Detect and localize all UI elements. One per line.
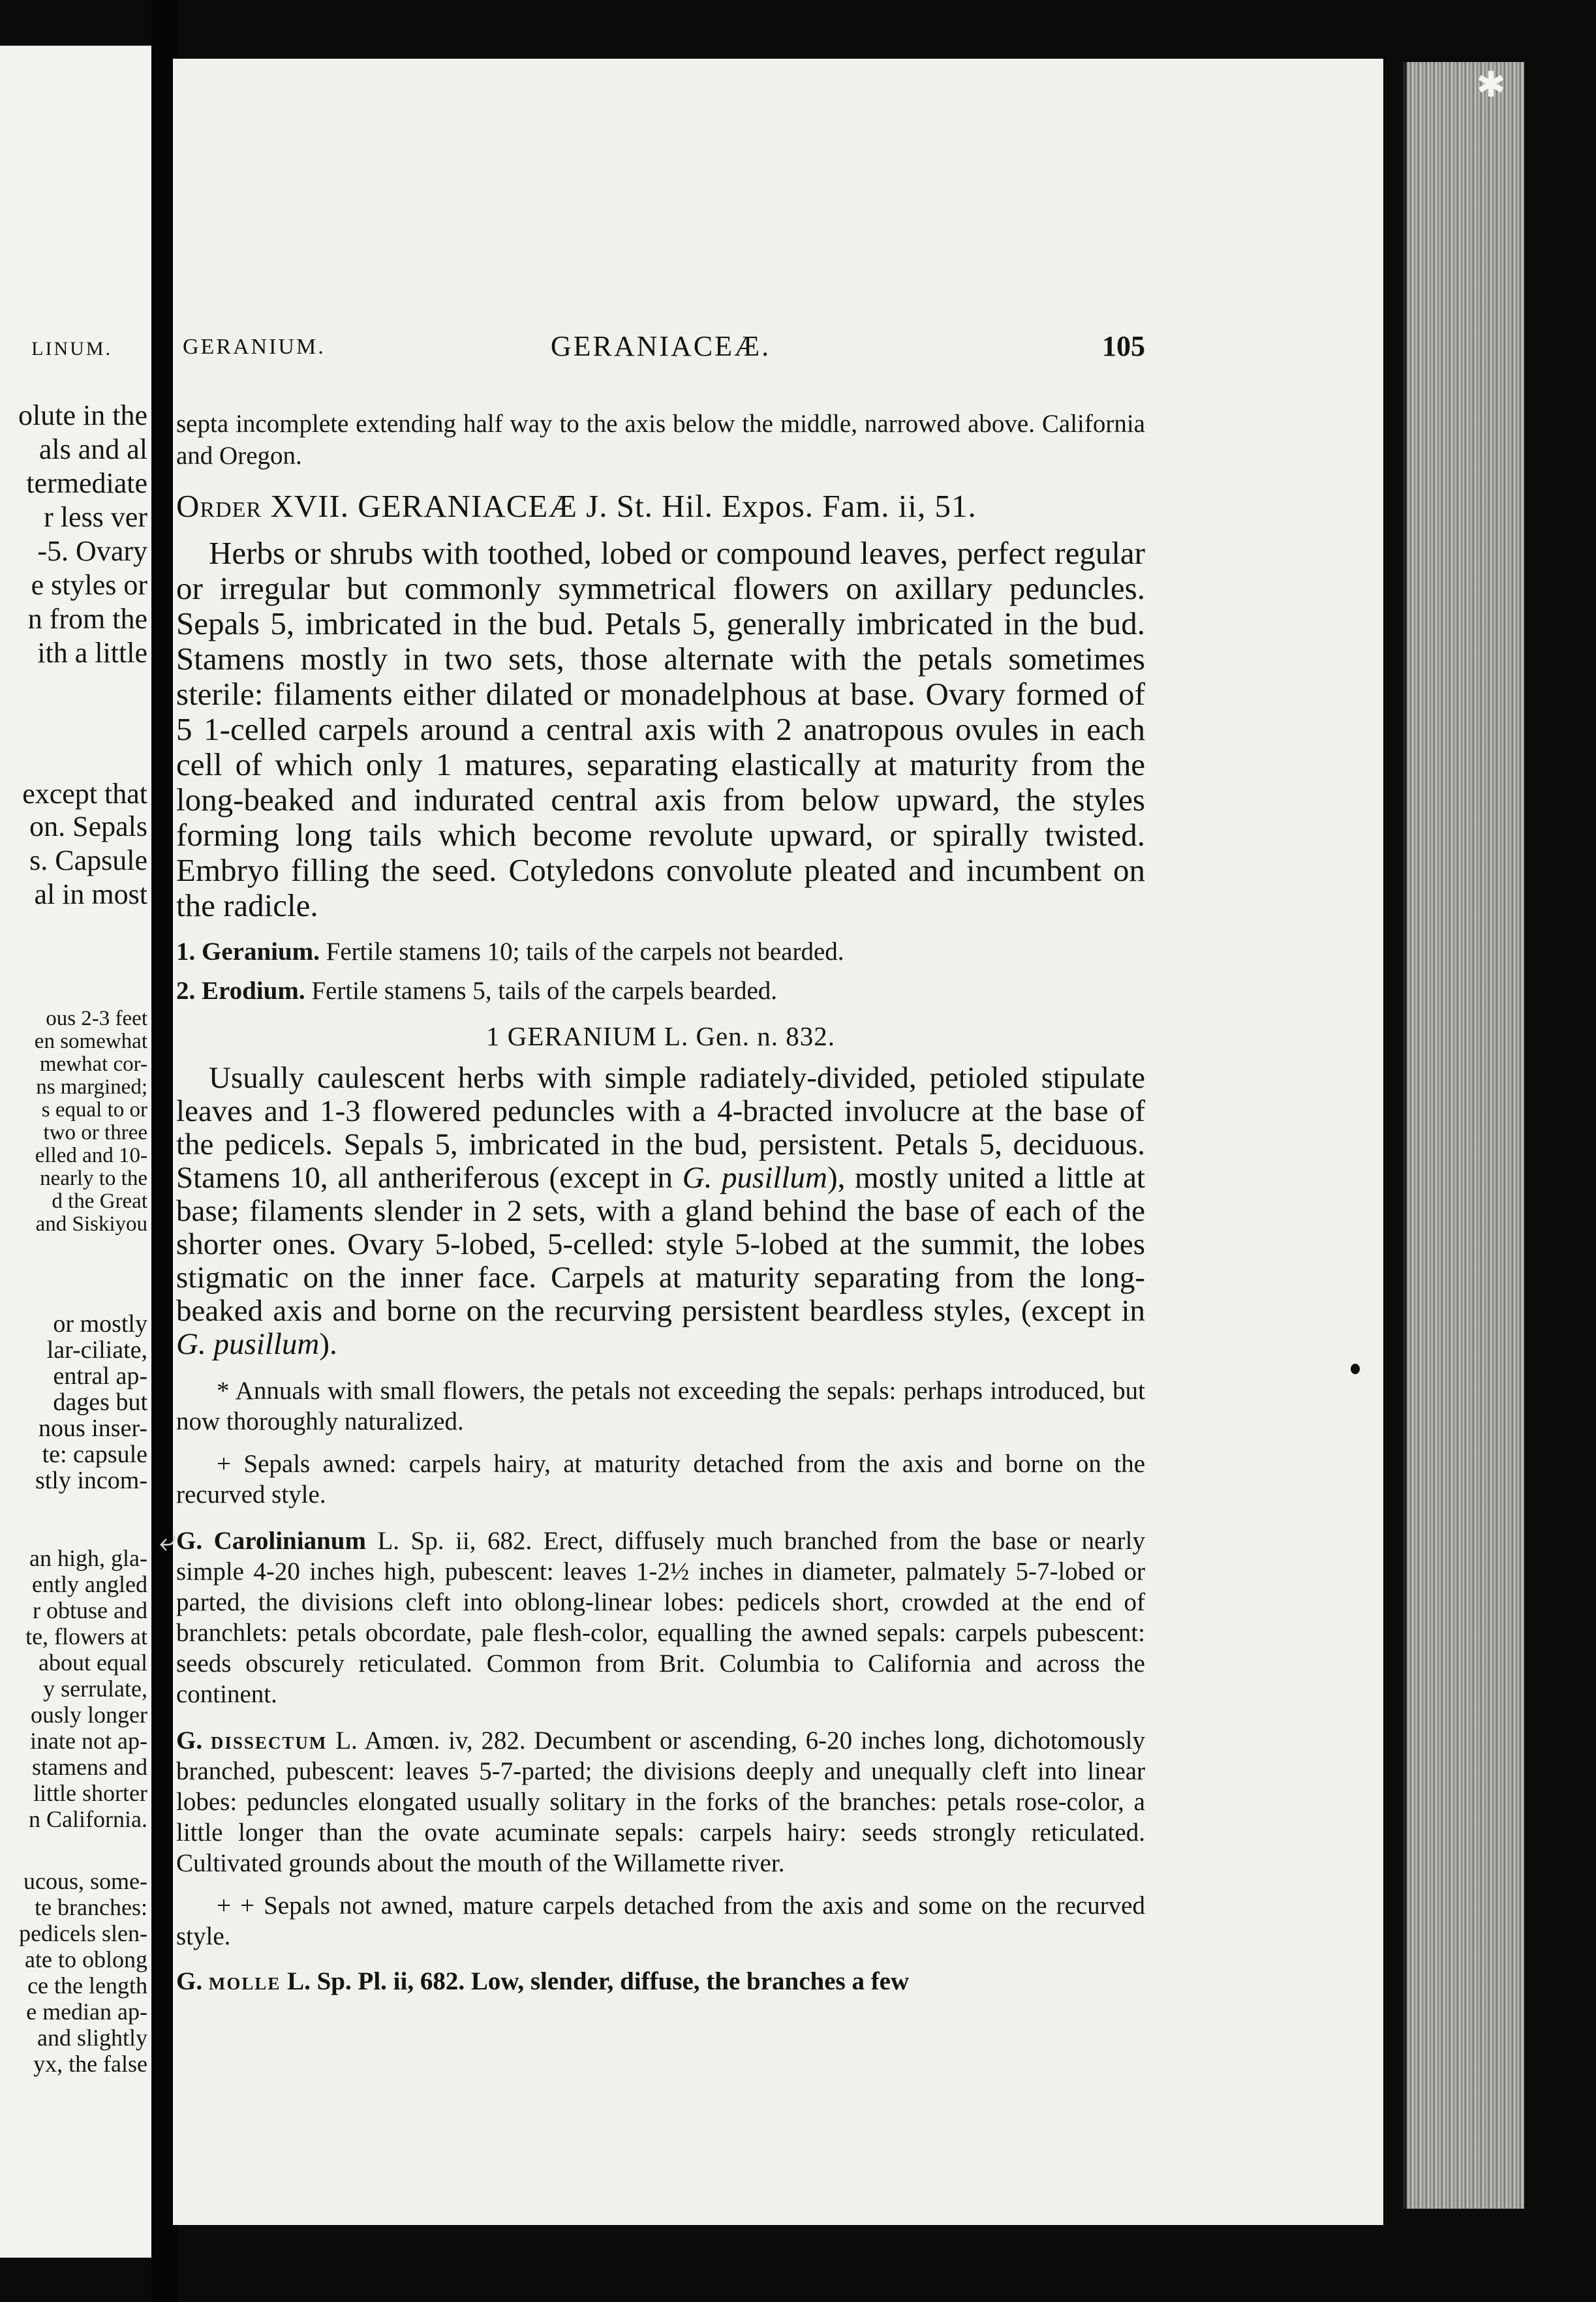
star-icon: ✱ [1476,64,1506,105]
species-entry [176,1725,1145,1879]
left-page-line: lar-ciliate, [46,1336,147,1364]
left-page-line: e median ap- [26,1999,147,2025]
left-page-line: ce the length [27,1972,147,1999]
page-content [176,330,1145,1997]
left-page-line: en somewhat [34,1030,147,1053]
left-page-line: ate to oblong [25,1946,147,1972]
left-page-line: te branches: [35,1894,147,1920]
running-head-title: GERANIACEÆ. [550,330,771,362]
key-line [176,975,1145,1007]
left-page-line: s. Capsule [29,844,147,876]
intro-paragraph: septa incomplete extending half way to the axis below the middle, narrowed above. California and Oregon. [176,410,1145,470]
subsection-heading: + + Sepals not awned, mature carpels detached from the axis and some on the recurved style. [176,1892,1145,1950]
genus-description [176,1062,1145,1361]
left-page-line: on. Sepals [29,810,147,842]
pencil-mark-icon: ⤶ [159,1522,176,1558]
species-text: L. Sp. ii, 682. Erect, diffusely much branched from the base or nearly simple 4-20 inches high, pubescent: leaves 1-2½ inches in diameter, palmately 5-7-lobed or parted, the divisions cleft into oblong-linear lobes: pedicels short, crowded at the end of branchlets: petals obcordate, pale flesh-color, equalling the awned sepals: carpels pubescent: seeds obscurely reticulated. Common from Brit. Columbia to California and across the continent. [176,1527,1146,1708]
ink-dot [1351,1364,1360,1374]
left-page-line: ucous, some- [23,1868,147,1894]
key-text: Fertile stamens 10; tails of the carpels not bearded. [319,938,844,966]
left-page-line: olute in the [18,399,147,431]
left-page-line: an high, gla- [29,1545,147,1571]
running-head-left: GERANIUM. [183,335,326,359]
key-number: 2. [176,977,196,1005]
key-number: 1. [176,938,196,966]
left-page-line: mewhat cor- [39,1052,147,1076]
left-page-line: d the Great [52,1189,147,1213]
order-label: Order [176,488,262,524]
subsection-heading: + Sepals awned: carpels hairy, at maturity detached from the axis and borne on the recurved style. [176,1450,1145,1509]
species-name: dissectum [210,1726,328,1755]
species-genus-abbr: G. [176,1527,203,1555]
species-genus-abbr: G. [176,1967,203,1995]
left-page-line: except that [22,778,147,810]
page-number: 105 [1102,330,1145,362]
left-page-line: ith a little [37,637,147,669]
left-page-line: ously longer [31,1702,147,1728]
left-page-line: elled and 10- [35,1144,147,1167]
key-text: Fertile stamens 5, tails of the carpels bearded. [305,977,778,1005]
left-page-line: ns margined; [36,1075,147,1099]
order-heading [176,486,1145,527]
left-page-line: te: capsule [42,1441,147,1468]
species-name: molle [208,1967,281,1995]
key-genus: Geranium. [202,938,320,966]
left-page-line: -5. Ovary [37,535,147,567]
left-page-line: ently angled [32,1571,147,1597]
left-page-line: and slightly [37,2025,147,2051]
left-page-line: n California. [29,1806,147,1832]
left-page-line: entral ap- [53,1362,147,1390]
species-name: Carolinianum [213,1527,366,1555]
left-page-line: te, flowers at [25,1623,147,1650]
order-name: XVII. GERANIACEÆ J. St. Hil. Expos. Fam. ii, 51. [262,488,977,524]
left-page-line: termediate [26,467,147,499]
genus-italic: G. pusillum [682,1161,827,1195]
species-entry [176,1966,1145,1997]
left-page-line: yx, the false [33,2051,147,2077]
section-heading: * Annuals with small flowers, the petals not exceeding the sepals: perhaps introduced, but now thoroughly naturalized. [176,1377,1145,1435]
left-page-line: two or three [43,1121,147,1144]
left-page-fragment [0,46,151,2258]
left-page-line: or mostly [53,1310,147,1338]
running-head [176,330,1145,362]
left-page-line: r less ver [44,501,147,533]
key-line [176,936,1145,968]
key-genus: Erodium. [202,977,305,1005]
species-entry [176,1526,1145,1710]
left-page-line: stamens and [32,1754,147,1780]
genus-text: ), mostly united a little at base; filaments slender in 2 sets, with a gland behind the base of each of the shorter ones. Ovary 5-lobed, 5-celled: style 5-lobed at the summit, the lobes stigmatic on the inner face. Carpels at maturity separating from the long-beaked axis and borne on the recurving persistent beardless styles, (except in [176,1161,1145,1328]
left-page-line: y serrulate, [43,1676,147,1702]
genus-text: Usually caulescent herbs with simple radiately-divided, petioled stipulate leaves and 1-3 flowered peduncles with a 4-bracted involucre at the base of the pedicels. Sepals 5, imbricated in the bud, persistent. Petals 5, deciduous. Stamens 10, all antheriferous (except in [176,1061,1145,1195]
left-page-line: s equal to or [41,1098,147,1122]
species-text: L. Sp. Pl. ii, 682. Low, slender, diffuse, the branches a few [281,1967,910,1995]
left-page-line: and Siskiyou [35,1212,147,1236]
left-page-line: stly incom- [35,1467,147,1494]
left-page-line: n from the [27,603,147,635]
left-page-line: dages but [53,1389,147,1416]
genus-text: ). [319,1327,337,1361]
genus-heading: 1 GERANIUM L. Gen. n. 832. [485,1021,836,1051]
left-page-line: little shorter [33,1780,147,1806]
species-genus-abbr: G. [176,1726,203,1755]
genus-italic: G. pusillum [176,1327,320,1361]
left-page-line: als and al [38,433,147,465]
left-page-line: inate not ap- [30,1728,147,1754]
order-description: Herbs or shrubs with toothed, lobed or compound leaves, perfect regular or irregular but commonly symmetrical flowers on axillary peduncles. Sepals 5, imbricated in the bud. Petals 5, generally imbricated in the bud. Stamens mostly in two sets, those alternate with the petals sometimes sterile: filaments either dilated or monadelphous at base. Ovary formed of 5 1-celled carpels around a central axis with 2 anatropous ovules in each cell of which only 1 matures, separating elastically at maturity from the long-beaked and indurated central axis from below upward, the styles forming long tails which become revolute upward, or spirally twisted. Embryo filling the seed. Cotyledons convolute pleated and incumbent on the radicle. [176,535,1145,923]
species-text: L. Amœn. iv, 282. Decumbent or ascending, 6-20 inches long, dichotomously branched, pubescent: leaves 5-7-parted; the divisions deeply and unequally cleft into linear lobes: peduncles elongated usually solitary in the forks of the branches: petals rose-color, a little longer than the ovate acuminate sepals: carpels hairy: seeds strongly reticulated. Cultivated grounds about the mouth of the Willamette river. [176,1726,1146,1877]
left-page-line: nous inser- [38,1415,147,1442]
left-page-line: r obtuse and [33,1597,147,1623]
left-page-line: ous 2-3 feet [46,1007,147,1030]
left-page-line: about equal [38,1650,147,1676]
left-page-line: nearly to the [40,1167,147,1190]
book-edge [1403,62,1524,2209]
left-running-head: LINUM. [31,338,112,360]
left-page-line: e styles or [31,569,147,601]
left-page-line: al in most [34,878,147,910]
left-page-line: pedicels slen- [19,1920,147,1946]
